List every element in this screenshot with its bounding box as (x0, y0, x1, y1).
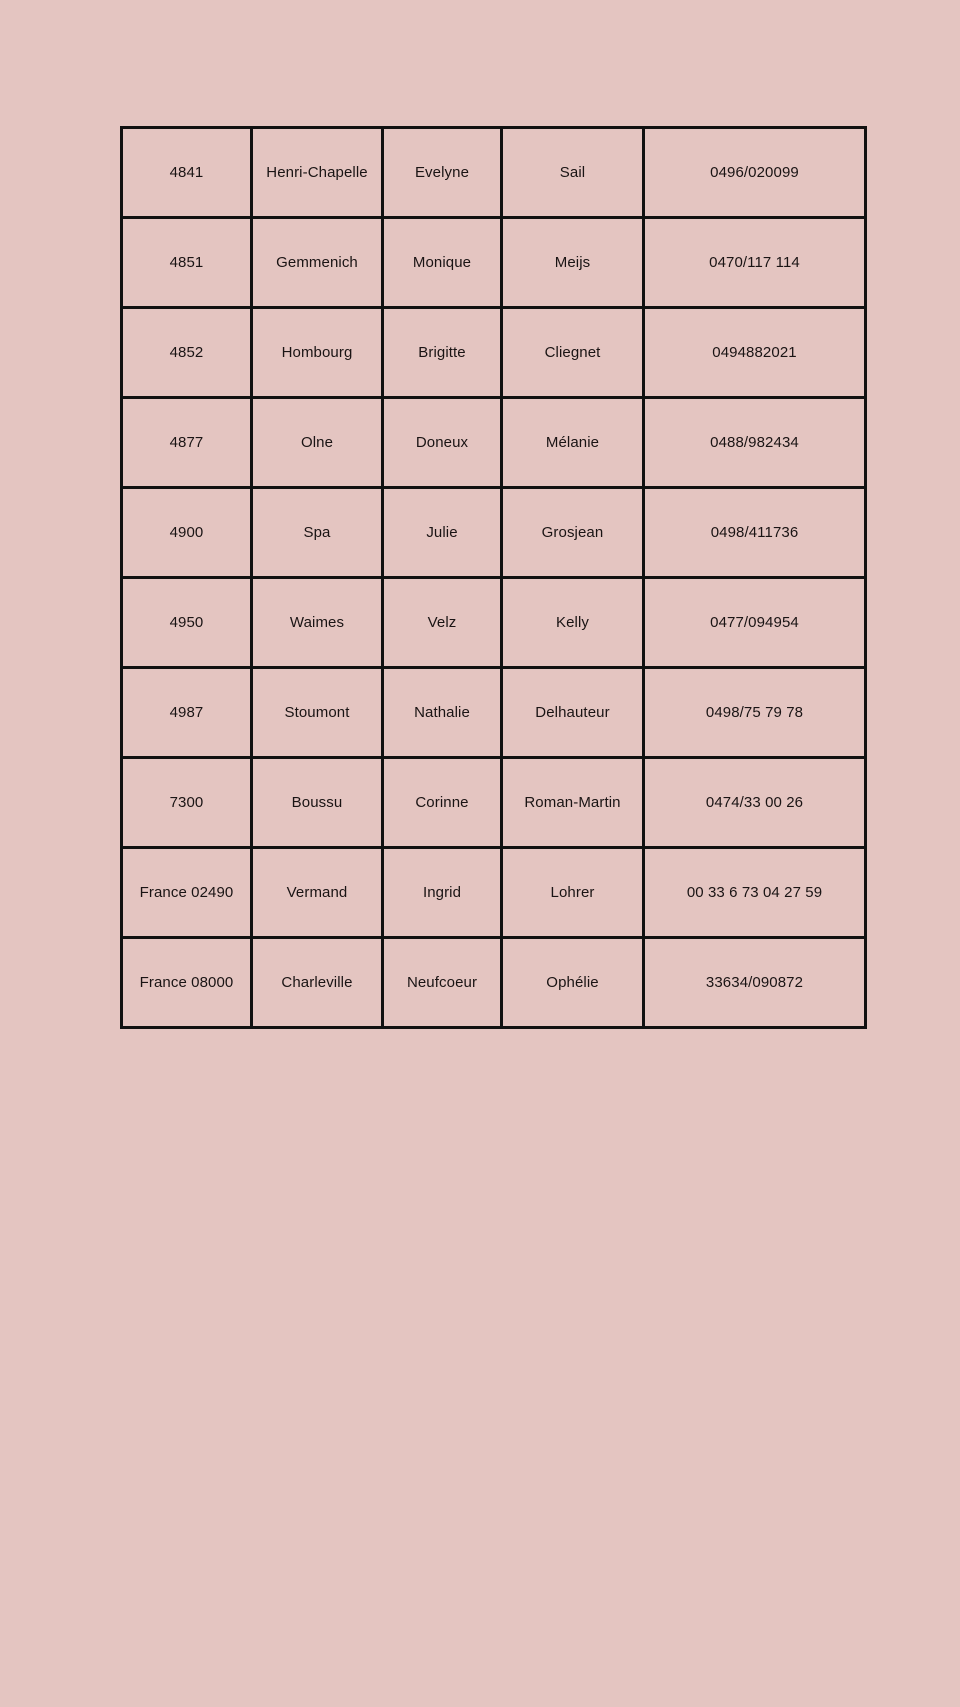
table-row (122, 848, 866, 938)
postal-code-cell: 4987 (122, 668, 252, 758)
locality-cell: Hombourg (252, 308, 383, 398)
locality-cell: Waimes (252, 578, 383, 668)
table-row (122, 128, 866, 218)
name-cell: Ophélie (502, 938, 644, 1028)
phone-cell: 0498/411736 (644, 488, 866, 578)
name-cell: Kelly (502, 578, 644, 668)
name-cell: Doneux (383, 398, 502, 488)
locality-cell: Stoumont (252, 668, 383, 758)
postal-code-cell: 4852 (122, 308, 252, 398)
phone-cell: 0498/75 79 78 (644, 668, 866, 758)
locality-cell: Spa (252, 488, 383, 578)
name-cell: Sail (502, 128, 644, 218)
name-cell: Monique (383, 218, 502, 308)
table-row (122, 668, 866, 758)
name-cell: Cliegnet (502, 308, 644, 398)
name-cell: Nathalie (383, 668, 502, 758)
locality-cell: Charleville (252, 938, 383, 1028)
contact-table (120, 126, 867, 1029)
table-row (122, 938, 866, 1028)
table-row (122, 308, 866, 398)
phone-cell: 0470/117 114 (644, 218, 866, 308)
postal-code-cell: France 02490 (122, 848, 252, 938)
name-cell: Brigitte (383, 308, 502, 398)
name-cell: Ingrid (383, 848, 502, 938)
name-cell: Meijs (502, 218, 644, 308)
name-cell: Corinne (383, 758, 502, 848)
postal-code-cell: 4900 (122, 488, 252, 578)
phone-cell: 33634/090872 (644, 938, 866, 1028)
name-cell: Lohrer (502, 848, 644, 938)
postal-code-cell: 7300 (122, 758, 252, 848)
postal-code-cell: 4851 (122, 218, 252, 308)
name-cell: Velz (383, 578, 502, 668)
name-cell: Neufcoeur (383, 938, 502, 1028)
table-row (122, 758, 866, 848)
phone-cell: 0496/020099 (644, 128, 866, 218)
locality-cell: Vermand (252, 848, 383, 938)
phone-cell: 00 33 6 73 04 27 59 (644, 848, 866, 938)
postal-code-cell: 4877 (122, 398, 252, 488)
postal-code-cell: France 08000 (122, 938, 252, 1028)
name-cell: Evelyne (383, 128, 502, 218)
name-cell: Mélanie (502, 398, 644, 488)
name-cell: Delhauteur (502, 668, 644, 758)
phone-cell: 0488/982434 (644, 398, 866, 488)
name-cell: Grosjean (502, 488, 644, 578)
locality-cell: Gemmenich (252, 218, 383, 308)
table-row (122, 398, 866, 488)
locality-cell: Henri-Chapelle (252, 128, 383, 218)
phone-cell: 0474/33 00 26 (644, 758, 866, 848)
locality-cell: Boussu (252, 758, 383, 848)
phone-cell: 0477/094954 (644, 578, 866, 668)
postal-code-cell: 4950 (122, 578, 252, 668)
postal-code-cell: 4841 (122, 128, 252, 218)
name-cell: Julie (383, 488, 502, 578)
locality-cell: Olne (252, 398, 383, 488)
name-cell: Roman-Martin (502, 758, 644, 848)
phone-cell: 0494882021 (644, 308, 866, 398)
contact-table-body (122, 128, 866, 1028)
table-row (122, 218, 866, 308)
table-row (122, 488, 866, 578)
table-row (122, 578, 866, 668)
